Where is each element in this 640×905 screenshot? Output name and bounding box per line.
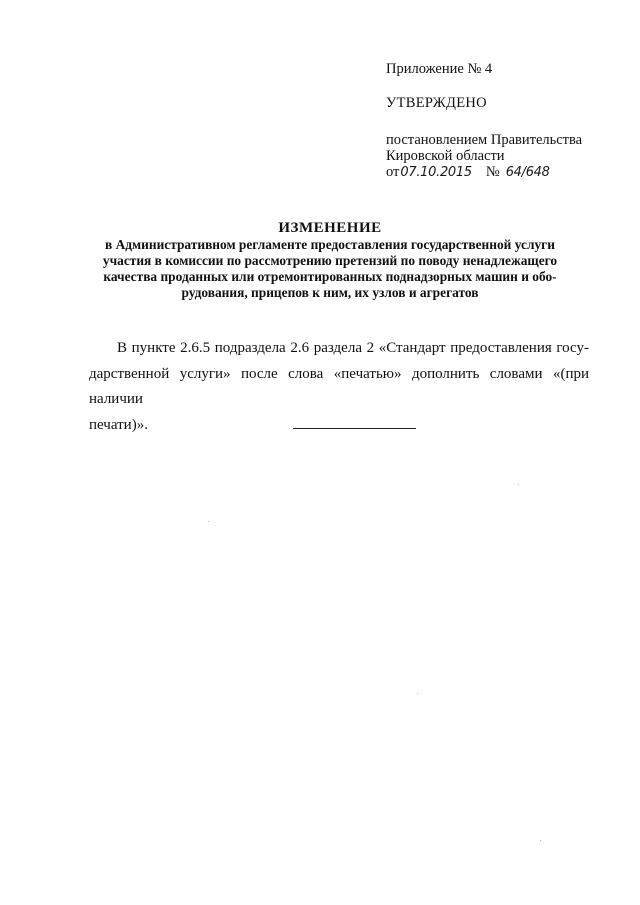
scan-speck — [208, 521, 209, 522]
appendix-label: Приложение № 4 — [386, 61, 493, 77]
closing-divider — [293, 428, 416, 429]
document-heading — [60, 219, 600, 301]
body-line: В пункте 2.6.5 подраздела 2.6 раздела 2 «Стандарт предоставления госу- — [117, 340, 589, 356]
body-line: печати)». — [89, 416, 148, 433]
resolution-line-2: Кировской области — [386, 148, 505, 164]
handwritten-number: 64/648 — [505, 165, 550, 180]
heading-subtitle-line: участия в комиссии по рассмотрению претензий по поводу ненадлежащего — [102, 253, 558, 268]
heading-subtitle-line: в Административном регламенте предоставления государственной услуги — [105, 237, 555, 252]
date-number-line — [386, 164, 616, 181]
heading-subtitle-line: качества проданных или отремонтированных поднадзорных машин и обо- — [103, 269, 557, 284]
handwritten-date: 07.10.2015 — [400, 165, 472, 180]
approved-stamp-text: УТВЕРЖДЕНО — [386, 95, 487, 111]
heading-subtitle-line: рудования, прицепов к ним, их узлов и агрегатов — [181, 285, 479, 300]
scan-speck — [540, 840, 541, 841]
date-prefix: от — [386, 164, 400, 180]
body-line: дарственной услуги» после слова «печатью» дополнить словами «(при наличии — [89, 365, 589, 407]
approval-block — [386, 61, 616, 181]
resolution-line-1: постановлением Правительства — [386, 132, 583, 148]
heading-title: ИЗМЕНЕНИЕ — [278, 220, 382, 236]
body-paragraph — [89, 336, 589, 438]
number-label: № — [485, 164, 500, 180]
scan-speck — [518, 484, 519, 485]
scan-speck — [417, 693, 418, 694]
